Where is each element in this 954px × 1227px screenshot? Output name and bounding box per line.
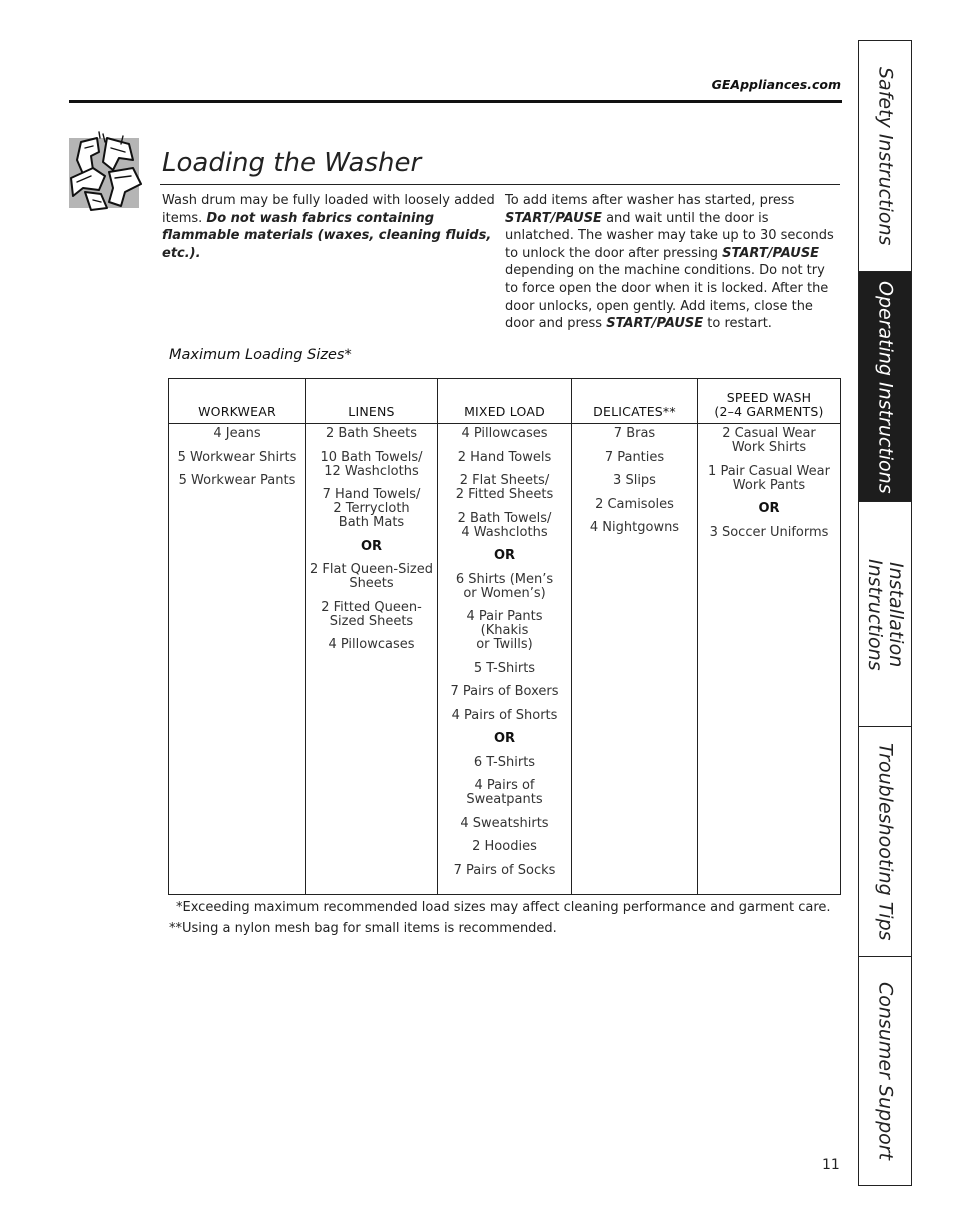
load-item: 5 Workwear Shirts [177, 449, 297, 465]
tab-label: Installation Instructions [864, 558, 907, 671]
loading-sizes-heading: Maximum Loading Sizes* [169, 347, 352, 363]
page-number: 11 [822, 1157, 840, 1173]
load-item: 4 Nightgowns [589, 520, 680, 535]
tab-troubleshooting-tips[interactable] [859, 726, 911, 957]
load-item: 6 Shirts (Men’s or Women’s) [455, 571, 554, 601]
column-workwear [169, 424, 306, 895]
table-header-row [169, 379, 841, 424]
column-header-speed-wash: SPEED WASH (2–4 GARMENTS) [698, 379, 841, 424]
column-header-delicates: DELICATES** [572, 379, 698, 424]
flammable-warning: Do not wash fabrics containing flammable materials (waxes, cleaning fluids, etc.). [162, 210, 492, 261]
column-header-linens: LINENS [306, 379, 438, 424]
load-item: 7 Pairs of Socks [453, 862, 556, 878]
load-item: 4 Sweatshirts [460, 815, 549, 831]
load-item: 2 Hoodies [472, 839, 537, 854]
load-item: 4 Pairs of Sweatpants [466, 778, 543, 807]
load-item: 2 Casual Wear Work Shirts [722, 426, 816, 455]
load-item: 4 Pillowcases [461, 426, 548, 441]
section-sidebar [858, 40, 912, 1186]
load-item: 5 Workwear Pants [178, 473, 296, 488]
load-item: 10 Bath Towels/ 12 Washcloths [320, 449, 423, 479]
tab-label: Troubleshooting Tips [874, 743, 897, 941]
load-item: 2 Bath Sheets [325, 426, 418, 441]
table-body-row [169, 424, 841, 895]
load-item: 7 Pairs of Boxers [450, 684, 559, 699]
intro-right-paragraph [505, 192, 841, 333]
footnote-load-size: *Exceeding maximum recommended load sizes may affect cleaning performance and garment care. [176, 900, 831, 915]
tab-label: Consumer Support [874, 982, 897, 1161]
load-item: 3 Slips [613, 473, 656, 488]
load-item: 4 Jeans [213, 426, 261, 441]
column-header-workwear: WORKWEAR [169, 379, 306, 424]
load-item: 4 Pillowcases [328, 637, 415, 652]
tab-label: Safety Instructions [874, 66, 897, 246]
clothes-pile-drawing [63, 130, 148, 215]
load-item: 2 Camisoles [595, 496, 674, 512]
load-item: 2 Fitted Queen- Sized Sheets [321, 599, 422, 629]
load-item: 4 Pair Pants (Khakis or Twills) [466, 609, 543, 652]
start-pause-label: START/PAUSE [505, 210, 602, 226]
load-item: 7 Panties [604, 449, 665, 465]
load-item: 1 Pair Casual Wear Work Pants [708, 463, 830, 493]
load-item: 2 Flat Queen-Sized Sheets [309, 562, 434, 591]
tab-label: Operating Instructions [874, 280, 897, 494]
start-pause-label: START/PAUSE [606, 316, 704, 332]
tab-safety-instructions[interactable] [859, 41, 911, 271]
load-item: 2 Hand Towels [457, 449, 552, 465]
load-item: 6 T-Shirts [473, 754, 536, 770]
load-item: 3 Soccer Uniforms [709, 524, 829, 540]
intro-right-text: and wait until the door is unlatched. The washer may take up to 30 seconds to unlock the door after pressing [505, 210, 834, 261]
intro-right-text: depending on the machine conditions. Do not try to force open the door when it is locked. After the door unlocks, open gently. Add items, close the door and press [505, 263, 829, 332]
load-item: 5 T-Shirts [473, 660, 536, 676]
page-title: Loading the Washer [162, 148, 422, 178]
column-header-mixed-load: MIXED LOAD [438, 379, 572, 424]
tab-consumer-support[interactable] [859, 956, 911, 1186]
column-mixed-load [438, 424, 572, 895]
load-item: 2 Bath Towels/ 4 Washcloths [457, 510, 552, 540]
or-separator: OR [360, 538, 383, 554]
load-item: 2 Flat Sheets/ 2 Fitted Sheets [455, 473, 554, 502]
load-item: 7 Bras [613, 426, 656, 441]
tab-installation-instructions[interactable] [859, 501, 911, 727]
or-separator: OR [758, 501, 780, 516]
intro-left-paragraph [162, 192, 498, 262]
tab-operating-instructions[interactable] [859, 271, 911, 502]
loading-sizes-table [168, 378, 841, 895]
or-separator: OR [493, 548, 516, 563]
clothes-pile-icon [69, 138, 139, 208]
intro-right-text: to restart. [703, 316, 772, 332]
footnote-mesh-bag: **Using a nylon mesh bag for small items is recommended. [169, 921, 557, 936]
column-linens [306, 424, 438, 895]
title-rule [160, 184, 840, 185]
load-item: 4 Pairs of Shorts [451, 707, 558, 723]
load-item: 7 Hand Towels/ 2 Terrycloth Bath Mats [322, 487, 421, 530]
top-rule [69, 100, 842, 103]
column-delicates [572, 424, 698, 895]
column-speed-wash [698, 424, 841, 895]
intro-right-text: To add items after washer has started, press [505, 193, 795, 208]
start-pause-label: START/PAUSE [722, 245, 820, 261]
site-url[interactable]: GEAppliances.com [711, 77, 841, 92]
intro-left-text: Wash drum may be fully loaded with loosely added items. [162, 193, 495, 226]
or-separator: OR [493, 731, 516, 746]
